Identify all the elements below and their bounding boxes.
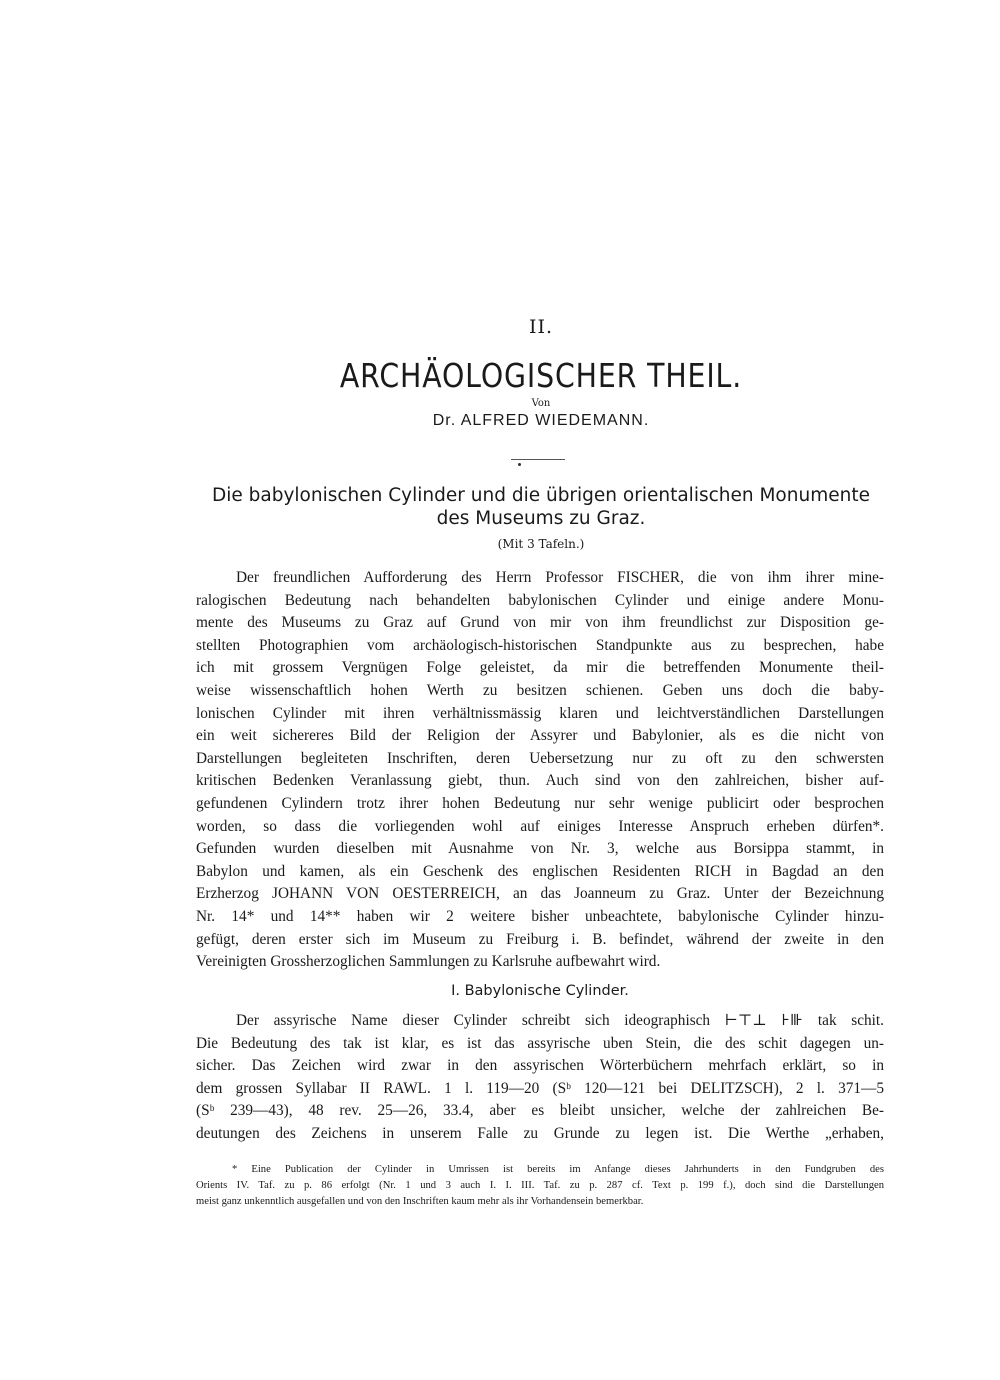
text-line: lonischen Cylinder mit ihren verhältnissmässig klaren und leichtverständlichen Darstellungen (196, 704, 884, 722)
footnote-line: * Eine Publication der Cylinder in Umrissen ist bereits im Anfange dieses Jahrhunderts in den Fundgruben des (232, 1164, 884, 1175)
text-line: Vereinigten Grossherzoglichen Sammlungen zu Karlsruhe aufbewahrt wird. (196, 953, 661, 971)
text-line: worden, so dass die vorliegenden wohl auf einiges Interesse Anspruch erheben dürfen*. (196, 817, 884, 835)
text-line: Der freundlichen Aufforderung des Herrn Professor FISCHER, die von ihm ihrer mine- (236, 569, 884, 586)
text-line: stellten Photographien vom archäologisch-historischen Standpunkte aus zu besprechen, habe (196, 636, 884, 654)
text-line: mente des Museums zu Graz auf Grund von mir von ihm freundlichst zur Disposition ge- (196, 614, 884, 632)
text-line: Erzherzog JOHANN VON OESTERREICH, an das Joanneum zu Graz. Unter der Bezeichnung (196, 885, 884, 903)
footnote-line: meist ganz unkenntlich ausgefallen und von den Inschriften kaum mehr als ihr Vorhandensein bemerkbar. (196, 1196, 644, 1207)
separator-rule (511, 459, 565, 460)
section-heading: I. Babylonische Cylinder. (451, 983, 629, 999)
text-line: gefundenen Cylindern trotz ihrer hohen Bedeutung nur sehr wenige publicirt oder besprochen (196, 794, 884, 812)
text-line: weise wissenschaftlich hohen Werth zu besitzen schienen. Geben uns doch die baby- (196, 681, 884, 699)
section-paragraph (196, 1010, 884, 1146)
footnote (196, 1162, 884, 1210)
text-line: Babylon und kamen, als ein Geschenk des englischen Residenten RICH in Bagdad an den (196, 862, 884, 880)
intro-paragraph (196, 567, 884, 974)
text-line: kritischen Bedenken Veranlassung giebt, thun. Auch sind von den zahlreichen, bisher auf- (196, 772, 884, 790)
author-name: Dr. ALFRED WIEDEMANN. (432, 412, 650, 429)
text-line: Gefunden wurden dieselben mit Ausnahme von Nr. 3, welche aus Borsippa stammt, in (196, 840, 884, 858)
text-line: Der assyrische Name dieser Cylinder schreibt sich ideographisch ⊢⊤⊥ ⊦⊪ tak schit. (236, 1012, 884, 1029)
text-line: ein weit sichereres Bild der Religion der Assyrer und Babylonier, als es die nicht von (196, 727, 884, 745)
chapter-number: II. (528, 316, 554, 338)
byline-von: Von (531, 398, 551, 409)
article-title-line-2: des Museums zu Graz. (436, 508, 646, 529)
separator-dot (518, 463, 521, 466)
text-line: Die Bedeutung des tak ist klar, es ist das assyrische uben Stein, die des schit dagegen un- (196, 1034, 884, 1052)
text-line: ich mit grossem Vergnügen Folge geleistet, da mir die betreffenden Monumente theil- (196, 659, 884, 677)
plates-note: (Mit 3 Tafeln.) (497, 537, 585, 551)
text-line: Nr. 14* und 14** haben wir 2 weitere bisher unbeachtete, babylonische Cylinder hinzu- (196, 907, 884, 925)
text-line: ralogischen Bedeutung nach behandelten babylonischen Cylinder und einige andere Monu- (196, 591, 884, 609)
footnote-line: Orients IV. Taf. zu p. 86 erfolgt (Nr. 1 und 3 auch I. I. III. Taf. zu p. 287 cf. Text p. 199 f.), doch sind die Darstellungen (196, 1180, 884, 1191)
text-line: deutungen des Zeichens in unserem Falle zu Grunde zu legen ist. Die Werthe „erhaben, (196, 1124, 884, 1142)
text-line: Darstellungen begleiteten Inschriften, deren Uebersetzung nur zu oft zu den schwersten (196, 749, 884, 767)
text-line: sicher. Das Zeichen wird zwar in den assyrischen Wörterbüchern mehrfach erklärt, so in (196, 1057, 884, 1075)
text-line: (Sᵇ 239—43), 48 rev. 25—26, 33.4, aber es bleibt unsicher, welche der zahlreichen Be- (196, 1102, 884, 1120)
text-line: gefügt, deren erster sich im Museum zu Freiburg i. B. befindet, während der zweite in den (196, 930, 884, 948)
chapter-title: ARCHÄOLOGISCHER THEIL. (339, 356, 743, 395)
article-title-line-1: Die babylonischen Cylinder und die übrigen orientalischen Monumente (212, 485, 870, 506)
text-line: dem grossen Syllabar II RAWL. 1 l. 119—20 (Sᵇ 120—121 bei DELITZSCH), 2 l. 371—5 (196, 1079, 884, 1097)
